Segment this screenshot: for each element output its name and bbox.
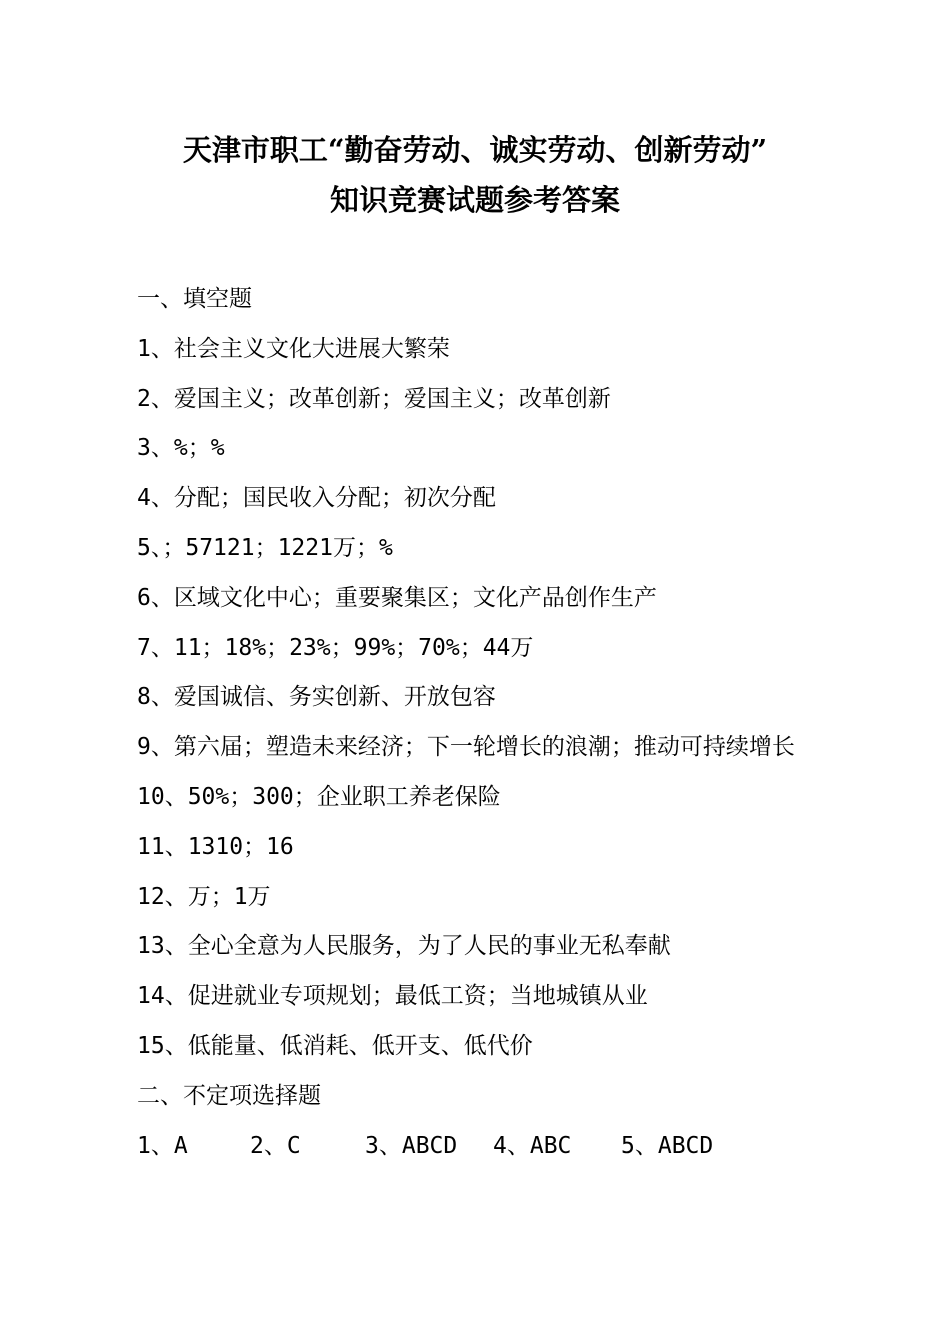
fill-in-answer-7: 7、11；18%；23%；99%；70%；44万 (137, 634, 534, 661)
document-title-line-1: 天津市职工“勤奋劳动、诚实劳动、创新劳动” (182, 133, 768, 167)
fill-in-answer-11: 11、1310；16 (137, 833, 294, 860)
document-title-line-2: 知识竞赛试题参考答案 (329, 183, 620, 217)
choice-answer-5: 5、ABCD (621, 1132, 714, 1159)
fill-in-answer-5: 5、；57121；1221万；% (137, 534, 393, 561)
answer-list (137, 275, 827, 1171)
fill-in-answer-15: 15、低能量、低消耗、低开支、低代价 (137, 1032, 533, 1059)
choice-answer-3: 3、ABCD (365, 1132, 458, 1159)
fill-in-answer-6: 6、区域文化中心；重要聚集区；文化产品创作生产 (137, 584, 657, 611)
choice-answer-4: 4、ABC (493, 1132, 572, 1159)
fill-in-answer-3: 3、%；% (137, 435, 225, 462)
fill-in-answer-10: 10、50%；300；企业职工养老保险 (137, 783, 501, 810)
fill-in-answer-12: 12、万；1万 (137, 883, 271, 910)
section-heading-multiple-choice: 二、不定项选择题 (137, 1082, 321, 1109)
choice-answer-1: 1、A (137, 1132, 188, 1159)
choice-answers-row (137, 1122, 827, 1172)
fill-in-answer-8: 8、爱国诚信、务实创新、开放包容 (137, 684, 496, 711)
fill-in-answer-1: 1、社会主义文化大进展大繁荣 (137, 335, 450, 362)
fill-in-answer-14: 14、促进就业专项规划；最低工资；当地城镇从业 (137, 983, 648, 1010)
fill-in-answer-13: 13、全心全意为人民服务，为了人民的事业无私奉献 (137, 933, 671, 960)
fill-in-answer-9: 9、第六届；塑造未来经济；下一轮增长的浪潮；推动可持续增长 (137, 734, 795, 761)
section-heading-fill-in: 一、填空题 (137, 286, 252, 312)
fill-in-answer-2: 2、爱国主义；改革创新；爱国主义；改革创新 (137, 385, 611, 412)
fill-in-answer-4: 4、分配；国民收入分配；初次分配 (137, 485, 496, 512)
choice-answer-2: 2、C (250, 1132, 301, 1159)
